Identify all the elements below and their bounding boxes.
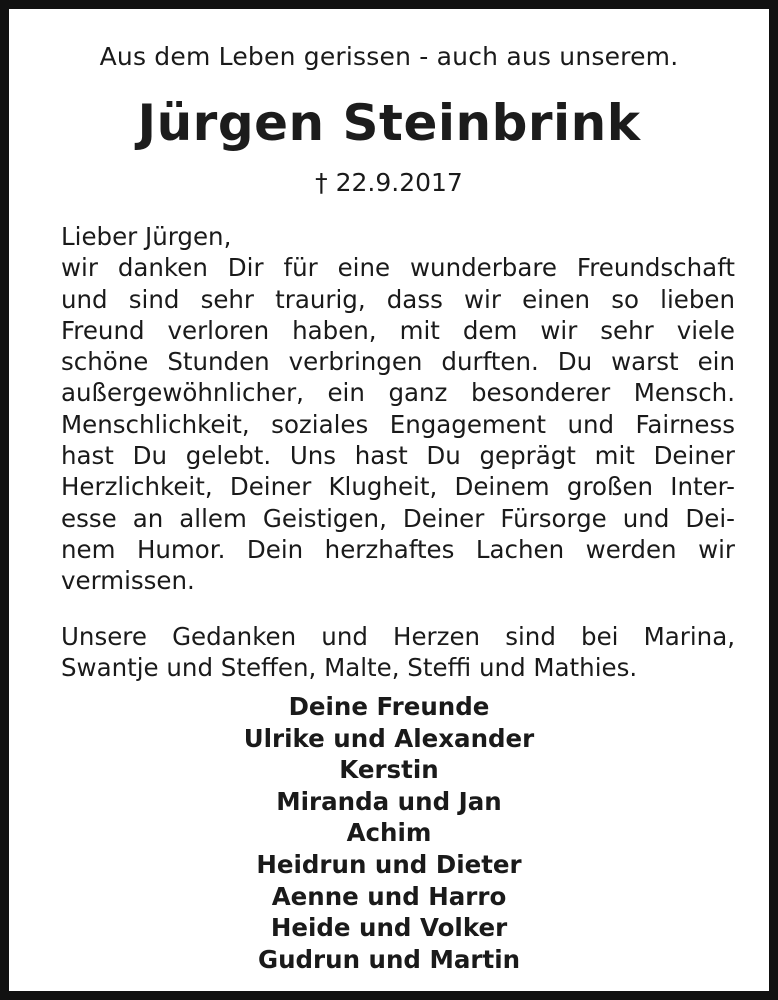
letter-line: und sind sehr traurig, dass wir einen so lieben <box>61 284 735 314</box>
letter-line: Menschlichkeit, soziales Engagement und Fairness <box>61 409 735 439</box>
signoff-name: Gudrun und Martin <box>257 944 521 974</box>
signoff-name: Achim <box>346 818 432 848</box>
closing-line: Swantje und Steffen, Malte, Steffi und Mathies. <box>61 653 638 683</box>
letter-line: hast Du gelebt. Uns hast Du geprägt mit Deiner <box>61 441 735 471</box>
signoff-name: Heide und Volker <box>270 913 508 943</box>
deceased-name: Jürgen Steinbrink <box>137 94 641 152</box>
letter-line: Freund verloren haben, mit dem wir sehr viele <box>61 315 735 345</box>
signoff-name: Kerstin <box>339 755 439 785</box>
signoff-name: Heidrun und Dieter <box>256 849 522 879</box>
signoff-name: Ulrike und Alexander <box>243 723 535 753</box>
letter-line: esse an allem Geistigen, Deiner Fürsorge und Dei- <box>61 503 735 533</box>
closing-text <box>61 621 735 684</box>
subtitle: Aus dem Leben gerissen - auch aus unserem. <box>99 42 679 71</box>
letter-line: Herzlichkeit, Deiner Klugheit, Deinem großen Inter- <box>61 472 735 502</box>
letter-line: schöne Stunden verbringen durften. Du warst ein <box>61 347 735 377</box>
signoff-name: Aenne und Harro <box>271 881 507 911</box>
letter-text <box>61 221 735 597</box>
signoff-heading: Deine Freunde <box>288 692 490 721</box>
death-date: † 22.9.2017 <box>315 168 463 197</box>
letter-line: wir danken Dir für eine wunderbare Freundschaft <box>61 253 735 283</box>
signoff-name: Miranda und Jan <box>276 786 502 816</box>
letter-line: außergewöhnlicher, ein ganz besonderer Mensch. <box>61 378 735 408</box>
letter-line: vermissen. <box>61 566 195 596</box>
letter-line: Lieber Jürgen, <box>61 222 232 251</box>
letter-line: nem Humor. Dein herzhaftes Lachen werden wir <box>61 534 735 564</box>
closing-line: Unsere Gedanken und Herzen sind bei Marina, <box>61 622 735 651</box>
signoff <box>9 691 769 975</box>
